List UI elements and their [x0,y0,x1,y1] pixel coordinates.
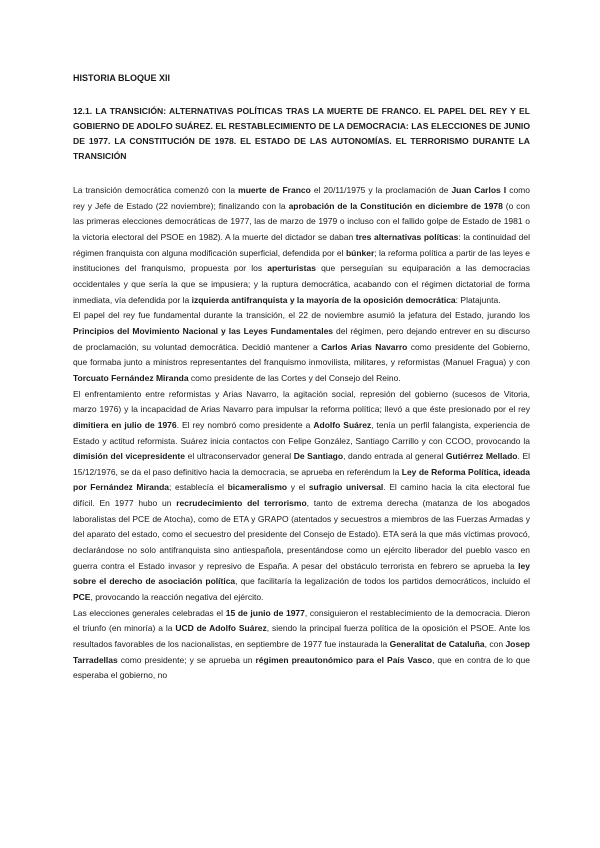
text-run: como presidente del Gobierno, que formaba junto a ministros representantes del franquismo inmovilista, militares, y reformistas (Manuel Fragua) y con [73,341,530,368]
bold-text: bicameralismo [227,482,288,493]
body-paragraph [73,387,530,606]
text-run: , provocando la reacción negativa del ejército. [90,592,264,603]
bold-text: De Santiago [293,451,344,462]
text-run: el 20/11/1975 y la proclamación de [310,185,452,195]
text-run: que perseguían su equiparación a las democracias occidentales y que sería la que se impusiera; y la ruptura democrática, acabando con el régimen dictatorial de forma inmediata, vía defendida por la [73,263,530,305]
text-run: , que facilitaría la legalización de todos los partidos democráticos, incluido el [235,576,530,587]
text-run: , siendo la principal fuerza política de la oposición el PSOE. Ante los resultados favorables de los nacionalistas, en septiembre de 1977 fue instaurada la [73,623,530,650]
text-run: el ultraconservador general [184,451,294,462]
text-run: : Platajunta. [455,294,501,305]
body-paragraph [73,308,530,386]
text-run: como presidente; y se aprueba un [117,654,256,665]
text-run: : la continuidad del régimen franquista con alguna modificación superficial, defendida por el [73,231,531,258]
bold-text: ley sobre el derecho de asociación política [73,560,530,587]
text-run: El enfrentamiento entre reformistas y Arias Navarro, la agitación social, represión del gobierno (sucesos de Vitoria, marzo 1976) y la incapacidad de Arias Navarro para impulsar la reforma política; llevó a que éste presionado por el rey [73,388,530,415]
bold-text: tres alternativas políticas [355,231,459,242]
text-run: . El rey nombró como presidente a [176,419,314,430]
text-run: como rey y Jefe de Estado (22 noviembre); finalizando con la [73,185,530,211]
bold-text: búnker [345,247,375,258]
bold-text: Torcuato Fernández Miranda [73,372,189,383]
text-run: , dando entrada al general [343,451,446,462]
bold-text: Generalitat de Cataluña [389,639,485,650]
bold-text: Carlos Arias Navarro [321,341,408,352]
text-run: y el [287,482,309,493]
text-run: como presidente de las Cortes y del Consejo del Reino. [188,372,401,383]
bold-text: régimen preautonómico para el País Vasco [255,654,433,665]
text-run: , tanto de extrema derecha (matanza de los abogados laboralistas del PCE de Atocha), como de ETA y GRAPO (atentados y secuestros a miembros de las Fuerzas Armadas y del aparato del estado, como el secuestro del presidente del Consejo de Estado). ETA será la que más víctimas provocó, declarándose no solo antifranquista sino antiespañola, presentándose como un ejército liberador del pueblo vasco en guerra contra el Estado invasor y represivo de España. A pesar del obstáculo terrorista en febrero se aprueba la [73,498,530,571]
section-heading: 12.1. LA TRANSICIÓN: ALTERNATIVAS POLÍTICAS TRAS LA MUERTE DE FRANCO. EL PAPEL DEL REY Y EL GOBIERNO DE ADOLFO SUÁREZ. EL RESTABLECIMIENTO DE LA DEMOCRACIA: LAS ELECCIONES DE JUNIO DE 1977. LA CONSTITUCIÓN DE 1978. EL ESTADO DE LAS AUTONOMÍAS. EL TERRORISMO DURANTE LA TRANSICIÓN [73,106,530,161]
bold-text: izquierda antifranquista y la mayoría de la oposición democrática [191,294,456,305]
bold-text: 15 de junio de 1977 [225,607,305,618]
bold-text: Gutiérrez Mellado [445,451,518,462]
document-title: HISTORIA BLOQUE XII [73,73,171,83]
text-run: , con [484,639,506,650]
bold-text: Principios del Movimiento Nacional y las Leyes Fundamentales [73,325,334,336]
text-run: . El 15/12/1976, se da el paso definitivo hacia la democracia, se aprueba en referéndum la [73,451,531,477]
bold-text: aperturistas [267,263,316,274]
bold-text: PCE [73,592,91,603]
bold-text: aprobación de la Constitución en diciembre de 1978 [288,200,503,211]
text-run: El papel del rey fue fundamental durante la transición, el 22 de noviembre asumió la jefatura del Estado, jurando los [73,310,530,321]
bold-text: UCD de Adolfo Suárez [175,623,267,634]
text-run: , tenía un perfil falangista, experiencia de Estado y actitud reformista. Suárez inicia contactos con Felipe González, Santiago Carrillo y con CCOO, provocando la [73,419,530,446]
text-run: (o con las primeras elecciones democráticas de 1977, las de marzo de 1979 o incluso con el fallido golpe de Estado de 1981 o la victoria electoral del PSOE en 1982). A la muerte del dictador se daban [73,200,530,242]
text-run: ; establecía el [169,482,228,493]
text-run: ; la reforma política a partir de las leyes e instituciones del franquismo, propuesta por los [73,247,531,274]
bold-text: sufragio universal [308,482,384,493]
bold-text: Josep Tarradellas [73,639,531,665]
bold-text: Adolfo Suárez [313,419,372,430]
text-run: Las elecciones generales celebradas el [73,607,226,618]
bold-text: dimisión del vicepresidente [73,451,185,462]
bold-text: recrudecimiento del terrorismo [176,498,307,509]
text-run: , consiguieron el restablecimiento de la democracia. Dieron el triunfo (en minoría) a la [73,607,530,634]
text-run: , que en contra de lo que esperaba el gobierno, no [73,654,531,681]
bold-text: muerte de Franco [238,185,311,195]
bold-text: dimitiera en julio de 1976 [73,419,177,430]
text-run: La transición democrática comenzó con la [73,185,239,195]
body-text [73,183,530,684]
bold-text: Juan Carlos I [451,185,507,195]
text-run: . El camino hacia la cita electoral fue difícil. En 1977 hubo un [73,482,530,509]
bold-text: Ley de Reforma Política, ideada por Fernández Miranda [73,466,530,493]
text-run: del régimen, pero dejando entrever en su discurso de proclamación, su voluntad democrática. Decidió mantener a [73,325,530,352]
body-paragraph [73,183,530,308]
body-paragraph [73,606,530,684]
